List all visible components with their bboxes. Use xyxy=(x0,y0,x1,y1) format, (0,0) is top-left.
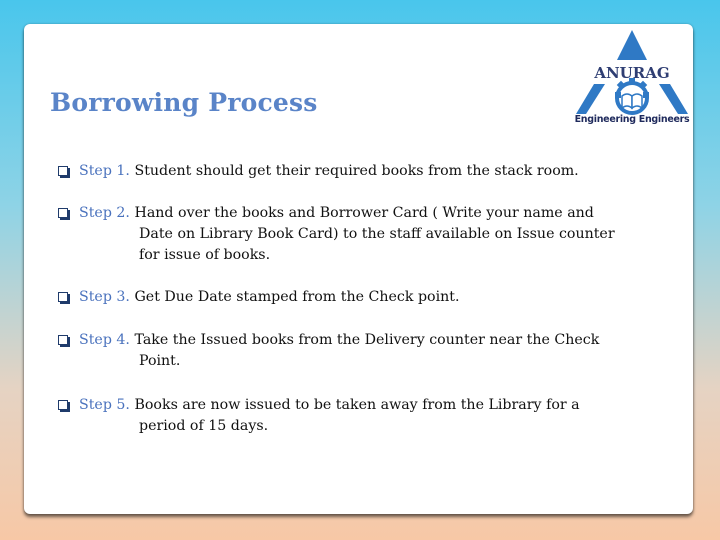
steps-list xyxy=(58,161,678,437)
step-text-continued: for issue of books. xyxy=(139,247,271,263)
step-text: Get Due Date stamped from the Check point. xyxy=(134,289,460,305)
logo-name: ANURAG xyxy=(594,64,670,82)
slide-card xyxy=(24,24,693,514)
step-text-continued: Date on Library Book Card) to the staff available on Issue counter xyxy=(139,226,615,242)
checkbox-bullet-icon xyxy=(58,166,68,176)
step-item-4 xyxy=(58,330,678,372)
checkbox-bullet-icon xyxy=(58,335,68,345)
step-label: Step 3. xyxy=(79,289,130,305)
step-text: Hand over the books and Borrower Card ( Write your name and xyxy=(134,205,594,221)
step-label: Step 1. xyxy=(79,163,130,179)
anurag-logo xyxy=(574,28,690,130)
checkbox-bullet-icon xyxy=(58,292,68,302)
step-text: Books are now issued to be taken away from the Library for a xyxy=(134,397,580,413)
slide-title: Borrowing Process xyxy=(50,88,318,117)
step-item-5 xyxy=(58,395,678,437)
step-label: Step 2. xyxy=(79,205,130,221)
step-text-continued: Point. xyxy=(139,353,181,369)
logo-tagline: Engineering Engineers xyxy=(574,114,690,125)
checkbox-bullet-icon xyxy=(58,400,68,410)
step-text: Take the Issued books from the Delivery counter near the Check xyxy=(134,332,600,348)
step-label: Step 5. xyxy=(79,397,130,413)
step-item-2 xyxy=(58,203,678,266)
step-text: Student should get their required books from the stack room. xyxy=(134,163,579,179)
step-item-1 xyxy=(58,161,678,182)
step-text-continued: period of 15 days. xyxy=(139,418,269,434)
checkbox-bullet-icon xyxy=(58,208,68,218)
step-label: Step 4. xyxy=(79,332,130,348)
step-item-3 xyxy=(58,287,678,308)
